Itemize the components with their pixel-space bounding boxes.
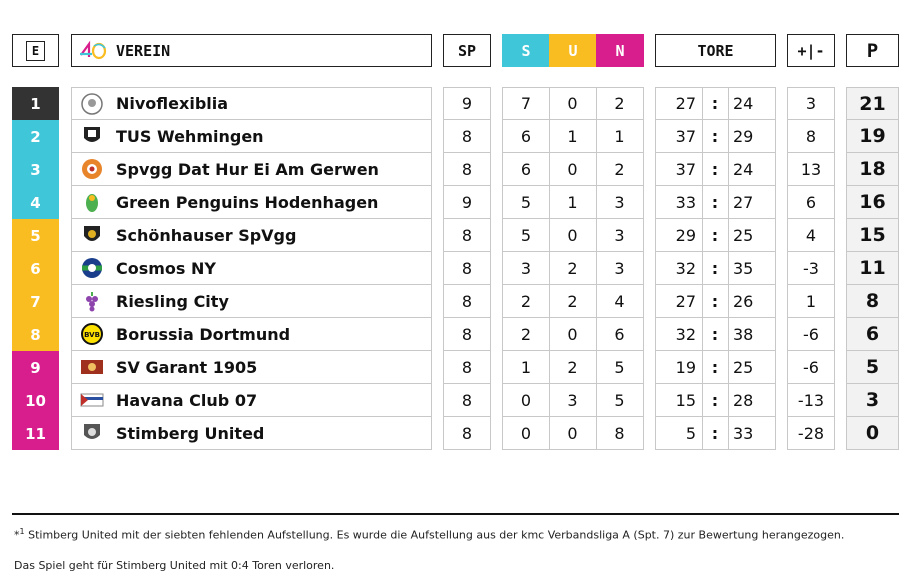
- cosmos-crest-icon: [80, 256, 104, 280]
- draws-cell: 0: [549, 153, 597, 186]
- draws-cell: 3: [549, 384, 597, 417]
- draws-cell: 2: [549, 285, 597, 318]
- losses-cell: 6: [596, 318, 644, 351]
- games-cell: 8: [443, 252, 491, 285]
- header-u: U: [549, 34, 597, 67]
- table-row: [0, 351, 911, 384]
- havana-crest-icon: [80, 388, 104, 412]
- goals-separator: :: [702, 318, 728, 351]
- team-name: Green Penguins Hodenhagen: [116, 192, 379, 212]
- header-sp: SP: [443, 34, 491, 67]
- header-n: N: [596, 34, 644, 67]
- points-cell: 16: [846, 186, 899, 219]
- losses-cell: 5: [596, 384, 644, 417]
- rank-cell: 8: [12, 318, 59, 351]
- wins-cell: 2: [502, 318, 550, 351]
- rank-cell: 6: [12, 252, 59, 285]
- points-cell: 0: [846, 417, 899, 450]
- stimberg-crest-icon: [80, 421, 104, 445]
- goals-for-cell: 33: [655, 186, 703, 219]
- points-cell: 5: [846, 351, 899, 384]
- goal-diff-cell: 8: [787, 120, 835, 153]
- team-cell: [71, 153, 432, 186]
- anniversary-40-logo-icon: [78, 40, 108, 62]
- goal-diff-cell: 3: [787, 87, 835, 120]
- goal-diff-cell: -6: [787, 318, 835, 351]
- team-cell: [71, 384, 432, 417]
- draws-cell: 0: [549, 219, 597, 252]
- losses-cell: 2: [596, 153, 644, 186]
- rank-cell: 7: [12, 285, 59, 318]
- games-cell: 8: [443, 351, 491, 384]
- goal-diff-cell: 4: [787, 219, 835, 252]
- draws-cell: 0: [549, 318, 597, 351]
- goals-against-cell: 26: [728, 285, 776, 318]
- goals-separator: :: [702, 87, 728, 120]
- team-cell: [71, 417, 432, 450]
- games-cell: 8: [443, 120, 491, 153]
- goal-diff-cell: -6: [787, 351, 835, 384]
- team-name: Riesling City: [116, 291, 229, 311]
- goal-diff-cell: 1: [787, 285, 835, 318]
- games-cell: 8: [443, 285, 491, 318]
- goal-diff-cell: -13: [787, 384, 835, 417]
- goal-diff-cell: 6: [787, 186, 835, 219]
- team-cell: [71, 120, 432, 153]
- rank-cell: 3: [12, 153, 59, 186]
- points-cell: 8: [846, 285, 899, 318]
- header-tore: TORE: [655, 34, 776, 67]
- rank-cell: 9: [12, 351, 59, 384]
- goal-diff-cell: 13: [787, 153, 835, 186]
- wins-cell: 2: [502, 285, 550, 318]
- team-name: TUS Wehmingen: [116, 126, 264, 146]
- team-cell: [71, 186, 432, 219]
- riesling-crest-icon: [80, 289, 104, 313]
- sv-garant-crest-icon: [80, 355, 104, 379]
- losses-cell: 8: [596, 417, 644, 450]
- draws-cell: 2: [549, 252, 597, 285]
- games-cell: 8: [443, 153, 491, 186]
- games-cell: 9: [443, 186, 491, 219]
- header-verein: VEREIN: [116, 41, 171, 60]
- points-cell: 11: [846, 252, 899, 285]
- tus-wehmingen-crest-icon: [80, 124, 104, 148]
- draws-cell: 1: [549, 120, 597, 153]
- team-name: Spvgg Dat Hur Ei Am Gerwen: [116, 159, 379, 179]
- team-cell: [71, 285, 432, 318]
- table-row: [0, 318, 911, 351]
- goals-separator: :: [702, 219, 728, 252]
- wins-cell: 5: [502, 186, 550, 219]
- goals-against-cell: 27: [728, 186, 776, 219]
- bvb-crest-icon: [80, 322, 104, 346]
- wins-cell: 0: [502, 417, 550, 450]
- losses-cell: 3: [596, 219, 644, 252]
- games-cell: 8: [443, 384, 491, 417]
- goals-against-cell: 35: [728, 252, 776, 285]
- schoenhauser-crest-icon: [80, 223, 104, 247]
- goals-against-cell: 25: [728, 351, 776, 384]
- goals-separator: :: [702, 417, 728, 450]
- goals-for-cell: 27: [655, 87, 703, 120]
- goals-for-cell: 15: [655, 384, 703, 417]
- draws-cell: 2: [549, 351, 597, 384]
- points-cell: 21: [846, 87, 899, 120]
- draws-cell: 0: [549, 87, 597, 120]
- team-cell: [71, 252, 432, 285]
- losses-cell: 3: [596, 186, 644, 219]
- goals-for-cell: 29: [655, 219, 703, 252]
- goals-separator: :: [702, 384, 728, 417]
- table-row: [0, 417, 911, 450]
- wins-cell: 7: [502, 87, 550, 120]
- goals-against-cell: 38: [728, 318, 776, 351]
- goal-diff-cell: -28: [787, 417, 835, 450]
- goals-separator: :: [702, 285, 728, 318]
- team-name: Stimberg United: [116, 423, 265, 443]
- goals-for-cell: 5: [655, 417, 703, 450]
- points-cell: 19: [846, 120, 899, 153]
- table-row: [0, 285, 911, 318]
- goals-for-cell: 37: [655, 153, 703, 186]
- wins-cell: 6: [502, 153, 550, 186]
- draws-cell: 0: [549, 417, 597, 450]
- team-cell: [71, 351, 432, 384]
- losses-cell: 2: [596, 87, 644, 120]
- e-badge: E: [26, 41, 45, 61]
- footnote-1-text: Stimberg United mit der siebten fehlenden Aufstellung. Es wurde die Aufstellung aus der kmc Verbandsliga A (Spt. 7) zur Bewertung herangezogen.: [24, 528, 845, 542]
- goals-separator: :: [702, 351, 728, 384]
- wins-cell: 6: [502, 120, 550, 153]
- wins-cell: 3: [502, 252, 550, 285]
- points-cell: 3: [846, 384, 899, 417]
- goals-against-cell: 24: [728, 87, 776, 120]
- table-row: [0, 384, 911, 417]
- points-cell: 6: [846, 318, 899, 351]
- draws-cell: 1: [549, 186, 597, 219]
- spvgg-crest-icon: [80, 157, 104, 181]
- team-name: Nivoflexiblia: [116, 94, 229, 113]
- team-name: Schönhauser SpVgg: [116, 225, 297, 245]
- games-cell: 8: [443, 417, 491, 450]
- points-cell: 15: [846, 219, 899, 252]
- nivoflexiblia-crest-icon: [80, 92, 104, 116]
- table-row: [0, 153, 911, 186]
- footnote-2: Das Spiel geht für Stimberg United mit 0:4 Toren verloren.: [14, 559, 335, 572]
- wins-cell: 0: [502, 384, 550, 417]
- team-cell: [71, 87, 432, 120]
- table-row: [0, 87, 911, 120]
- losses-cell: 1: [596, 120, 644, 153]
- losses-cell: 5: [596, 351, 644, 384]
- header-p: P: [846, 34, 899, 67]
- goals-separator: :: [702, 120, 728, 153]
- team-name: Borussia Dortmund: [116, 324, 291, 344]
- goals-for-cell: 32: [655, 318, 703, 351]
- team-cell: [71, 219, 432, 252]
- goals-separator: :: [702, 252, 728, 285]
- goal-diff-cell: -3: [787, 252, 835, 285]
- losses-cell: 3: [596, 252, 644, 285]
- header-diff: +|-: [787, 34, 835, 67]
- rank-cell: 1: [12, 87, 59, 120]
- header-verein-cell: [71, 34, 432, 67]
- rank-cell: 11: [12, 417, 59, 450]
- goals-for-cell: 37: [655, 120, 703, 153]
- team-name: SV Garant 1905: [116, 357, 258, 377]
- goals-for-cell: 32: [655, 252, 703, 285]
- games-cell: 8: [443, 219, 491, 252]
- table-row: [0, 219, 911, 252]
- goals-separator: :: [702, 186, 728, 219]
- footnote-divider: [12, 513, 899, 515]
- rank-cell: 10: [12, 384, 59, 417]
- team-cell: [71, 318, 432, 351]
- points-cell: 18: [846, 153, 899, 186]
- team-name: Havana Club 07: [116, 390, 258, 410]
- goals-against-cell: 33: [728, 417, 776, 450]
- goals-for-cell: 27: [655, 285, 703, 318]
- games-cell: 8: [443, 318, 491, 351]
- rank-cell: 4: [12, 186, 59, 219]
- rank-cell: 2: [12, 120, 59, 153]
- team-name: Cosmos NY: [116, 258, 216, 278]
- green-penguins-crest-icon: [80, 190, 104, 214]
- table-row: [0, 186, 911, 219]
- header-s: S: [502, 34, 550, 67]
- goals-against-cell: 24: [728, 153, 776, 186]
- goals-against-cell: 25: [728, 219, 776, 252]
- games-cell: 9: [443, 87, 491, 120]
- table-row: [0, 120, 911, 153]
- footnote-sup: 1: [19, 527, 25, 536]
- header-e-cell: [12, 34, 59, 67]
- svg-text:BVB: BVB: [84, 331, 100, 339]
- wins-cell: 5: [502, 219, 550, 252]
- losses-cell: 4: [596, 285, 644, 318]
- goals-against-cell: 28: [728, 384, 776, 417]
- goals-against-cell: 29: [728, 120, 776, 153]
- rank-cell: 5: [12, 219, 59, 252]
- footnote-mark: *: [14, 528, 20, 542]
- goals-for-cell: 19: [655, 351, 703, 384]
- footnote-1: [14, 527, 844, 542]
- table-row: [0, 252, 911, 285]
- goals-separator: :: [702, 153, 728, 186]
- wins-cell: 1: [502, 351, 550, 384]
